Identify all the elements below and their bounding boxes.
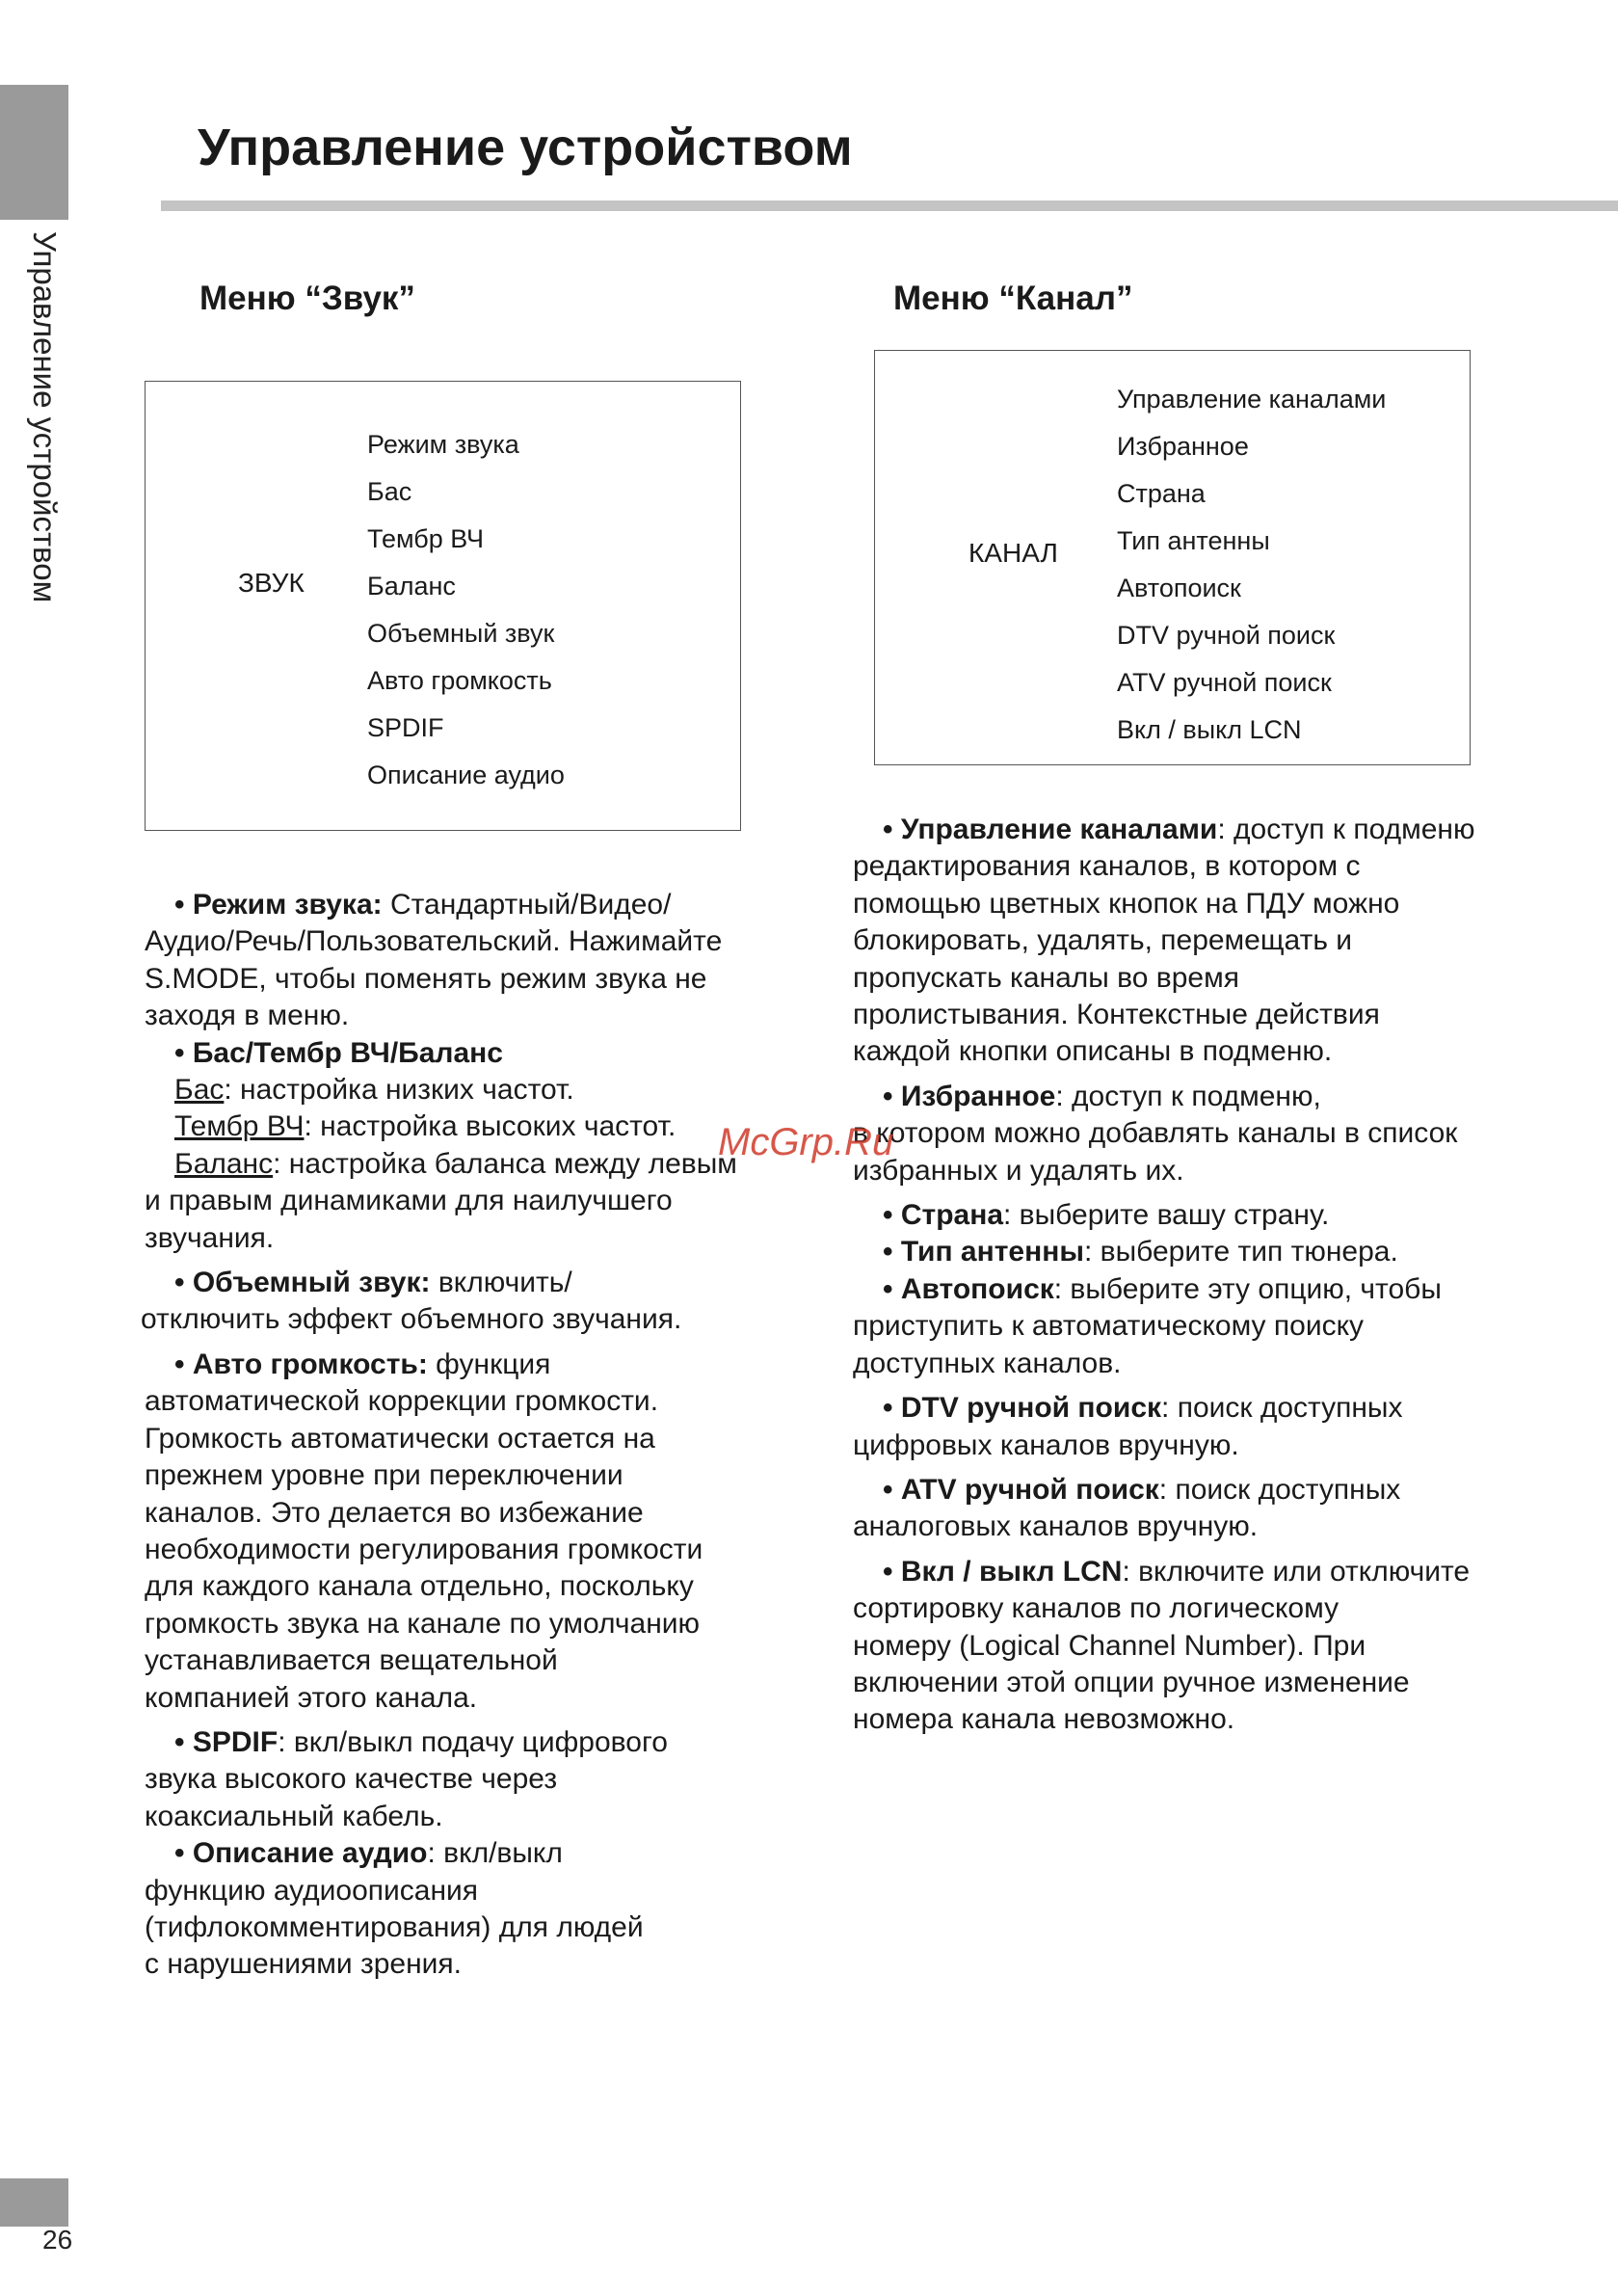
sound-menu-item: Описание аудио (367, 761, 565, 789)
channel-menu-box (874, 350, 1471, 765)
desc-item: • Объемный звук: включить/ (174, 1267, 572, 1299)
sound-menu-item: Тембр ВЧ (367, 524, 485, 553)
sound-menu-heading: Меню “Звук” (199, 280, 415, 317)
side-section-title: Управление устройством (27, 231, 63, 603)
title-divider (161, 200, 1618, 211)
desc-item: • Режим звука: Стандартный/Видео/ (174, 889, 672, 921)
channel-menu-item: DTV ручной поиск (1117, 621, 1336, 650)
desc-item: • Вкл / выкл LCN: включите или отключите (883, 1555, 1471, 1588)
sound-menu-item: Баланс (367, 572, 456, 601)
desc-item: • Описание аудио: вкл/выкл (174, 1837, 563, 1870)
channel-menu-item: Страна (1117, 479, 1206, 508)
channel-menu-item: Управление каналами (1117, 385, 1387, 414)
desc-item: • Автопоиск: выберите эту опцию, чтобы (883, 1272, 1442, 1305)
page-number: 26 (42, 2225, 73, 2255)
sound-menu-item: Авто громкость (367, 666, 552, 695)
desc-item: • Тип антенны: выберите тип тюнера. (883, 1236, 1398, 1268)
sound-menu-item: Бас (367, 477, 412, 506)
desc-item: • Авто громкость: функция (174, 1348, 551, 1380)
channel-menu-item: Автопоиск (1117, 574, 1241, 602)
desc-item: • ATV ручной поиск: поиск доступных (883, 1473, 1401, 1506)
sound-menu-label: ЗВУК (238, 568, 305, 598)
channel-menu-item: Тип антенны (1117, 526, 1270, 555)
page-title: Управление устройством (198, 119, 853, 176)
channel-menu-label: КАНАЛ (968, 538, 1058, 568)
desc-item: • Управление каналами: доступ к подменю (883, 814, 1475, 845)
channel-menu-items (1117, 376, 1386, 754)
channel-menu-item: Вкл / выкл LCN (1117, 715, 1302, 744)
sound-menu-item: SPDIF (367, 713, 444, 742)
desc-item: • Бас/Тембр ВЧ/Баланс (174, 1036, 503, 1069)
sound-menu-item: Объемный звук (367, 619, 555, 648)
sound-menu-description: • Режим звука: Стандартный/Видео/ Аудио/Речь/Пользовательский. Нажимайте S.MODE, чтобы поменять режим звука не заходя в меню. • Бас/Тембр ВЧ/Баланс Бас: настройка низких частот. Тембр ВЧ: настройка высоких частот. Баланс: настройка баланса между левым и правым динамиками для наилучшего звучания. • Объемный звук: включить/ отключить эффект объемного звучания. • Авто громкость: функция автоматической коррекции громкости. Громкость автоматически остается на прежнем уровне при переключении каналов. Это делается во избежание необходимости регулирования громкости для каждого канала отдельно, поскольку громкость звука на канале по умолчанию устанавливается вещательной компанией этого канала. • SPDIF: вкл/выкл подачу цифрового звука высокого качестве через коаксиальный кабель. • Описание аудио: вкл/выкл функцию аудиоописания (тифлокомментирования) для людей с нарушениями зрения. (145, 887, 781, 1984)
channel-menu-item: ATV ручной поиск (1117, 668, 1332, 697)
desc-item: • Избранное: доступ к подменю, (883, 1080, 1321, 1112)
sound-menu-box (145, 381, 741, 831)
desc-item: • SPDIF: вкл/выкл подачу цифрового (174, 1725, 668, 1758)
sound-menu-item: Режим звука (367, 430, 519, 459)
sound-menu-items (367, 421, 565, 799)
channel-menu-item: Избранное (1117, 432, 1249, 461)
desc-item: • DTV ручной поиск: поиск доступных (883, 1392, 1403, 1425)
desc-item: • Страна: выберите вашу страну. (883, 1199, 1330, 1232)
page-number-tab (0, 2178, 68, 2227)
side-tab-marker (0, 85, 68, 220)
watermark: McGrp.Ru (718, 1121, 894, 1163)
channel-menu-heading: Меню “Канал” (893, 280, 1133, 317)
channel-menu-description: • Управление каналами: доступ к подменю редактирования каналов, в котором с помощью цветных кнопок на ПДУ можно блокировать, удалять, перемещать и пропускать каналы во время пролистывания. Контекстные действия каждой кнопки описаны в подменю. • Избранное: доступ к подменю, в котором можно добавлять каналы в список избранных и удалять их. • Страна: выберите вашу страну. • Тип антенны: выберите тип тюнера. • Автопоиск: выберите эту опцию, чтобы приступить к автоматическому поиску доступных каналов. • DTV ручной поиск: поиск доступных цифровых каналов вручную. • ATV ручной поиск: поиск доступных аналоговых каналов вручную. • Вкл / выкл LCN: включите или отключите сортировку каналов по логическому номеру (Logical Channel Number). При включении этой опции ручное изменение номера канала невозможно. (853, 812, 1566, 1739)
